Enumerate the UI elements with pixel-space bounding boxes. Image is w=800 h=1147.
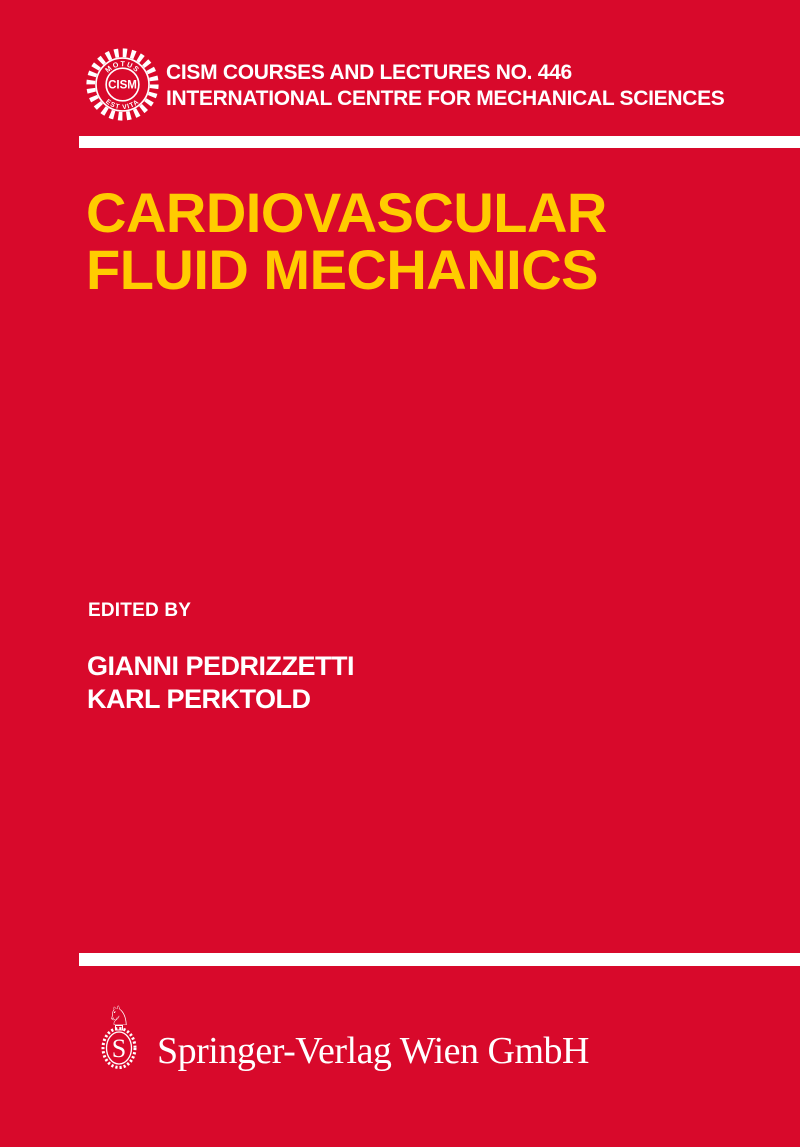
edited-by-label: EDITED BY bbox=[88, 600, 192, 621]
series-line-2: INTERNATIONAL CENTRE FOR MECHANICAL SCIENCES bbox=[166, 87, 725, 110]
editor-names bbox=[87, 650, 354, 716]
cism-acronym: CISM bbox=[108, 79, 137, 92]
springer-logo bbox=[97, 1001, 141, 1075]
springer-monogram: S bbox=[111, 1034, 127, 1063]
bottom-divider-rule bbox=[79, 953, 800, 966]
cism-motto-top: MOTUS bbox=[103, 59, 142, 75]
editor-name: GIANNI PEDRIZZETTI bbox=[87, 651, 354, 681]
series-line-1: CISM COURSES AND LECTURES NO. 446 bbox=[166, 61, 572, 84]
cism-motto-bottom: EST VITA bbox=[104, 98, 141, 112]
cism-gear-icon bbox=[84, 46, 161, 123]
editor-name: KARL PERKTOLD bbox=[87, 684, 311, 714]
series-header bbox=[166, 60, 725, 112]
book-title bbox=[86, 181, 607, 301]
title-line-1: CARDIOVASCULAR bbox=[86, 181, 607, 244]
title-line-2: FLUID MECHANICS bbox=[86, 238, 599, 301]
knight-icon: ♘ bbox=[106, 1001, 132, 1032]
top-divider-rule bbox=[79, 136, 800, 148]
publisher-name: Springer-Verlag Wien GmbH bbox=[157, 1030, 589, 1072]
